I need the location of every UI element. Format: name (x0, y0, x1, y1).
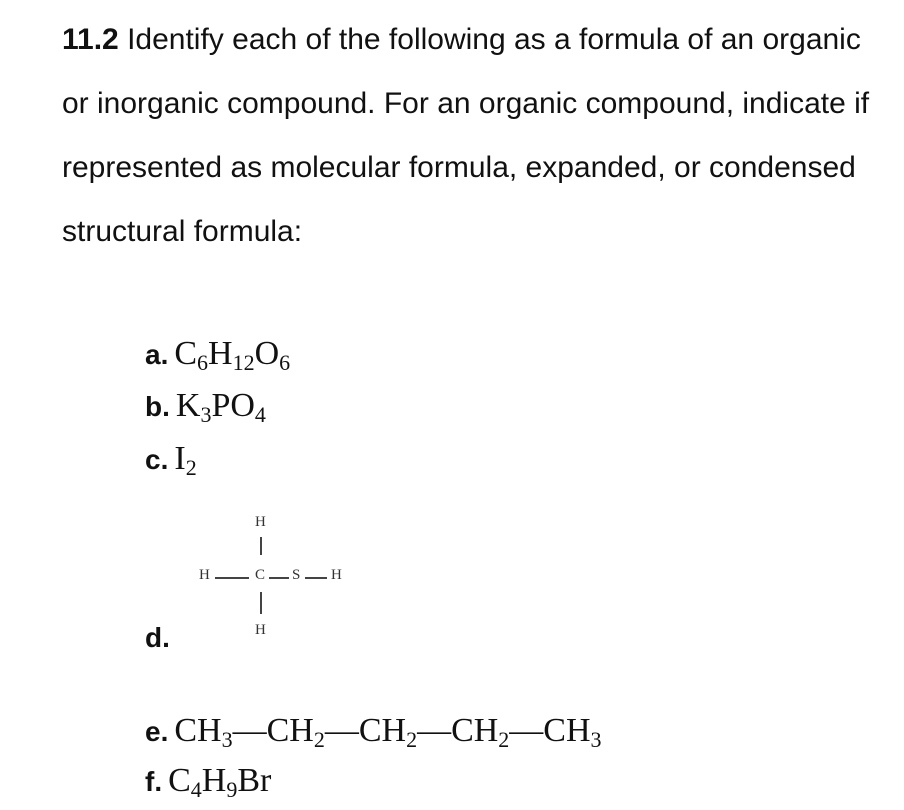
formula-text: H (208, 335, 233, 372)
item-label: d. (145, 622, 170, 653)
item-a (145, 335, 290, 373)
atom-s: S (292, 567, 301, 583)
formula-text: —CH (232, 712, 314, 749)
bond (260, 537, 262, 555)
formula-text: —CH (324, 712, 407, 749)
subscript: 12 (232, 350, 255, 375)
subscript: 6 (279, 350, 291, 375)
subscript: 2 (313, 727, 325, 752)
item-d (145, 618, 176, 656)
formula-text: C (174, 335, 198, 372)
bond (215, 577, 249, 579)
subscript: 3 (200, 402, 212, 427)
atom-h-right: H (331, 567, 342, 583)
subscript: 3 (221, 727, 233, 752)
subscript: 2 (406, 727, 418, 752)
item-label: a. (145, 339, 169, 370)
formula (174, 335, 291, 375)
formula-text: K (175, 387, 201, 424)
subscript: 9 (226, 777, 238, 802)
item-label: f. (145, 766, 163, 797)
expanded-structure-methanethiol (195, 510, 375, 645)
atom-h-left: H (199, 567, 210, 583)
formula-text: CH (174, 712, 222, 749)
formula (175, 387, 266, 427)
atom-h-top: H (255, 514, 266, 530)
question-number: 11.2 (62, 23, 119, 56)
subscript: 6 (197, 350, 209, 375)
formula-text: Br (237, 762, 272, 799)
atom-h-bottom: H (255, 622, 266, 638)
formula-text: O (254, 335, 280, 372)
item-label: c. (145, 444, 169, 475)
formula-text: H (201, 762, 227, 799)
subscript: 2 (185, 455, 197, 480)
formula-text: C (168, 762, 191, 799)
subscript: 4 (190, 777, 202, 802)
bond (305, 577, 327, 579)
subscript: 3 (590, 727, 602, 752)
formula (174, 712, 602, 752)
formula-text: —CH (417, 712, 499, 749)
formula (174, 440, 197, 480)
item-label: b. (145, 391, 170, 422)
item-e (145, 712, 602, 750)
item-label: e. (145, 716, 169, 747)
formula-text: —CH (509, 712, 591, 749)
subscript: 4 (254, 402, 266, 427)
subscript: 2 (498, 727, 510, 752)
formula-text: I (174, 440, 186, 477)
item-f (145, 762, 271, 800)
item-b (145, 387, 266, 425)
bond (269, 577, 289, 579)
question-body: Identify each of the following as a formula of an organic or inorganic compound. For an organic compound, indicate if represented as molecular formula, expanded, or condensed structural formula: (62, 23, 870, 248)
formula-text: PO (211, 387, 255, 424)
question-text (62, 8, 892, 264)
formula (168, 762, 272, 802)
bond (260, 592, 262, 614)
item-c (145, 440, 197, 478)
atom-c: C (255, 567, 266, 583)
